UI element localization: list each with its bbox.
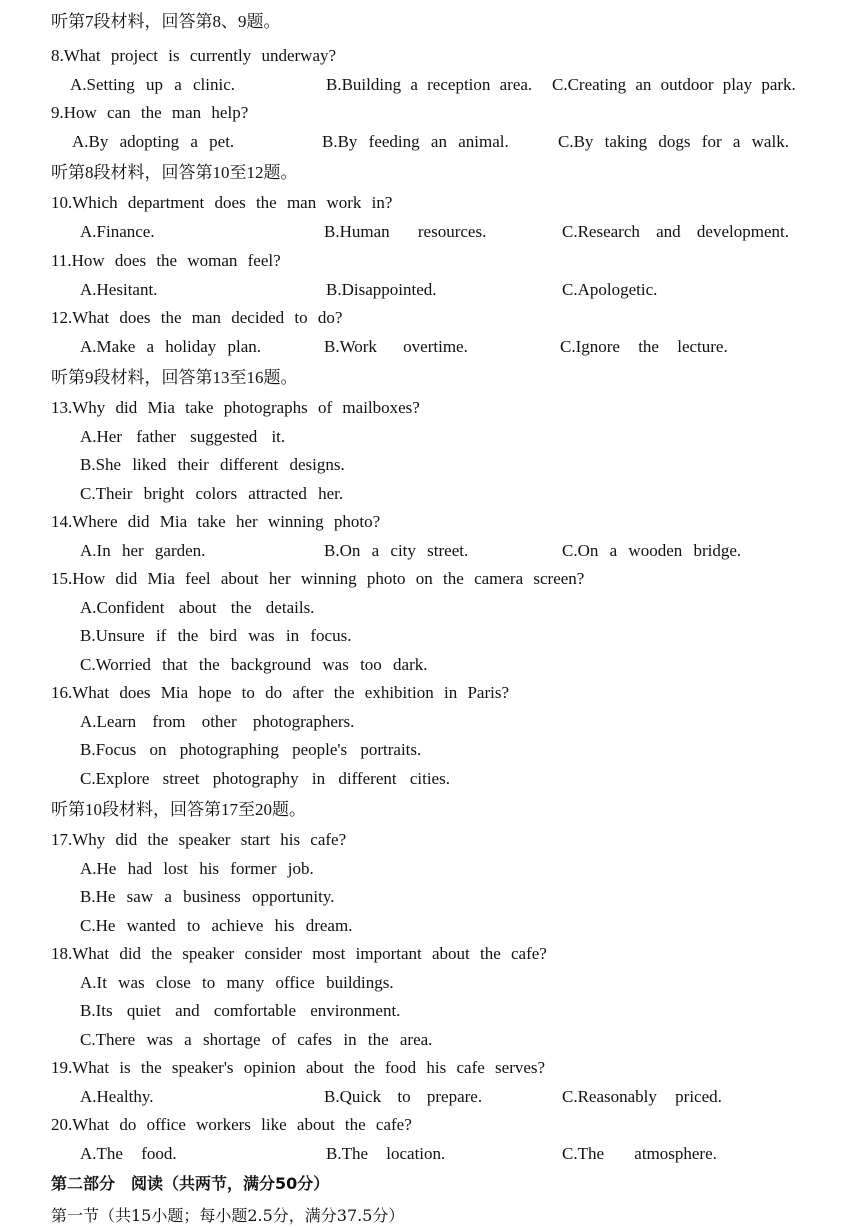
question-10: 10.Which department does the man work in? — [51, 193, 393, 212]
question-11: 11.How does the woman feel? — [51, 251, 281, 270]
option-14c: C.On a wooden bridge. — [562, 541, 742, 560]
option-16a: A.Learn from other photographers. — [80, 712, 355, 731]
option-10c: C.Research and development. — [562, 222, 789, 241]
question-17: 17.Why did the speaker start his cafe? — [51, 830, 347, 849]
option-17c: C.He wanted to achieve his dream. — [80, 916, 353, 935]
option-14b: B.On a city street. — [324, 541, 469, 560]
option-13b: B.She liked their different designs. — [80, 455, 345, 474]
option-12a: A.Make a holiday plan. — [80, 337, 262, 356]
option-13c: C.Their bright colors attracted her. — [80, 484, 344, 503]
option-20c: C.The atmosphere. — [562, 1144, 717, 1163]
option-12b: B.Work overtime. — [324, 337, 468, 356]
question-14: 14.Where did Mia take her winning photo? — [51, 512, 381, 531]
option-14a: A.In her garden. — [80, 541, 206, 560]
section-subheading: 第一节（共15小题；每小题2.5分，满分37.5分） — [51, 1206, 405, 1225]
question-15: 15.How did Mia feel about her winning photo on the camera screen? — [51, 569, 585, 588]
option-13a: A.Her father suggested it. — [80, 427, 286, 446]
option-10a: A.Finance. — [80, 222, 155, 241]
question-16: 16.What does Mia hope to do after the exhibition in Paris? — [51, 683, 509, 702]
section-heading: 听第8段材料，回答第10至12题。 — [51, 163, 298, 182]
section-heading: 听第7段材料，回答第8、9题。 — [51, 12, 281, 31]
section-heading: 听第9段材料，回答第13至16题。 — [51, 368, 298, 387]
question-13: 13.Why did Mia take photographs of mailboxes? — [51, 398, 420, 417]
option-9b: B.By feeding an animal. — [322, 132, 509, 151]
option-8b: B.Building a reception area. — [326, 75, 533, 94]
option-15a: A.Confident about the details. — [80, 598, 315, 617]
question-9: 9.How can the man help? — [51, 103, 249, 122]
question-12: 12.What does the man decided to do? — [51, 308, 343, 327]
question-18: 18.What did the speaker consider most important about the cafe? — [51, 944, 547, 963]
option-18b: B.Its quiet and comfortable environment. — [80, 1001, 401, 1020]
option-19a: A.Healthy. — [80, 1087, 154, 1106]
question-20: 20.What do office workers like about the cafe? — [51, 1115, 412, 1134]
option-16c: C.Explore street photography in different cities. — [80, 769, 450, 788]
section-heading: 听第10段材料，回答第17至20题。 — [51, 800, 306, 819]
option-11b: B.Disappointed. — [326, 280, 437, 299]
option-8c: C.Creating an outdoor play park. — [552, 75, 796, 94]
question-8: 8.What project is currently underway? — [51, 46, 337, 65]
question-19: 19.What is the speaker's opinion about the food his cafe serves? — [51, 1058, 546, 1077]
option-8a: A.Setting up a clinic. — [70, 75, 236, 94]
part-heading: 第二部分 阅读（共两节，满分50分） — [51, 1174, 330, 1193]
option-11c: C.Apologetic. — [562, 280, 658, 299]
option-15b: B.Unsure if the bird was in focus. — [80, 626, 352, 645]
option-12c: C.Ignore the lecture. — [560, 337, 728, 356]
option-19b: B.Quick to prepare. — [324, 1087, 483, 1106]
option-18c: C.There was a shortage of cafes in the area. — [80, 1030, 433, 1049]
option-20a: A.The food. — [80, 1144, 177, 1163]
option-11a: A.Hesitant. — [80, 280, 158, 299]
option-15c: C.Worried that the background was too dark. — [80, 655, 428, 674]
option-19c: C.Reasonably priced. — [562, 1087, 722, 1106]
option-17b: B.He saw a business opportunity. — [80, 887, 335, 906]
option-18a: A.It was close to many office buildings. — [80, 973, 394, 992]
option-17a: A.He had lost his former job. — [80, 859, 314, 878]
option-20b: B.The location. — [326, 1144, 446, 1163]
option-9c: C.By taking dogs for a walk. — [558, 132, 789, 151]
option-16b: B.Focus on photographing people's portraits. — [80, 740, 422, 759]
option-9a: A.By adopting a pet. — [72, 132, 235, 151]
option-10b: B.Human resources. — [324, 222, 487, 241]
